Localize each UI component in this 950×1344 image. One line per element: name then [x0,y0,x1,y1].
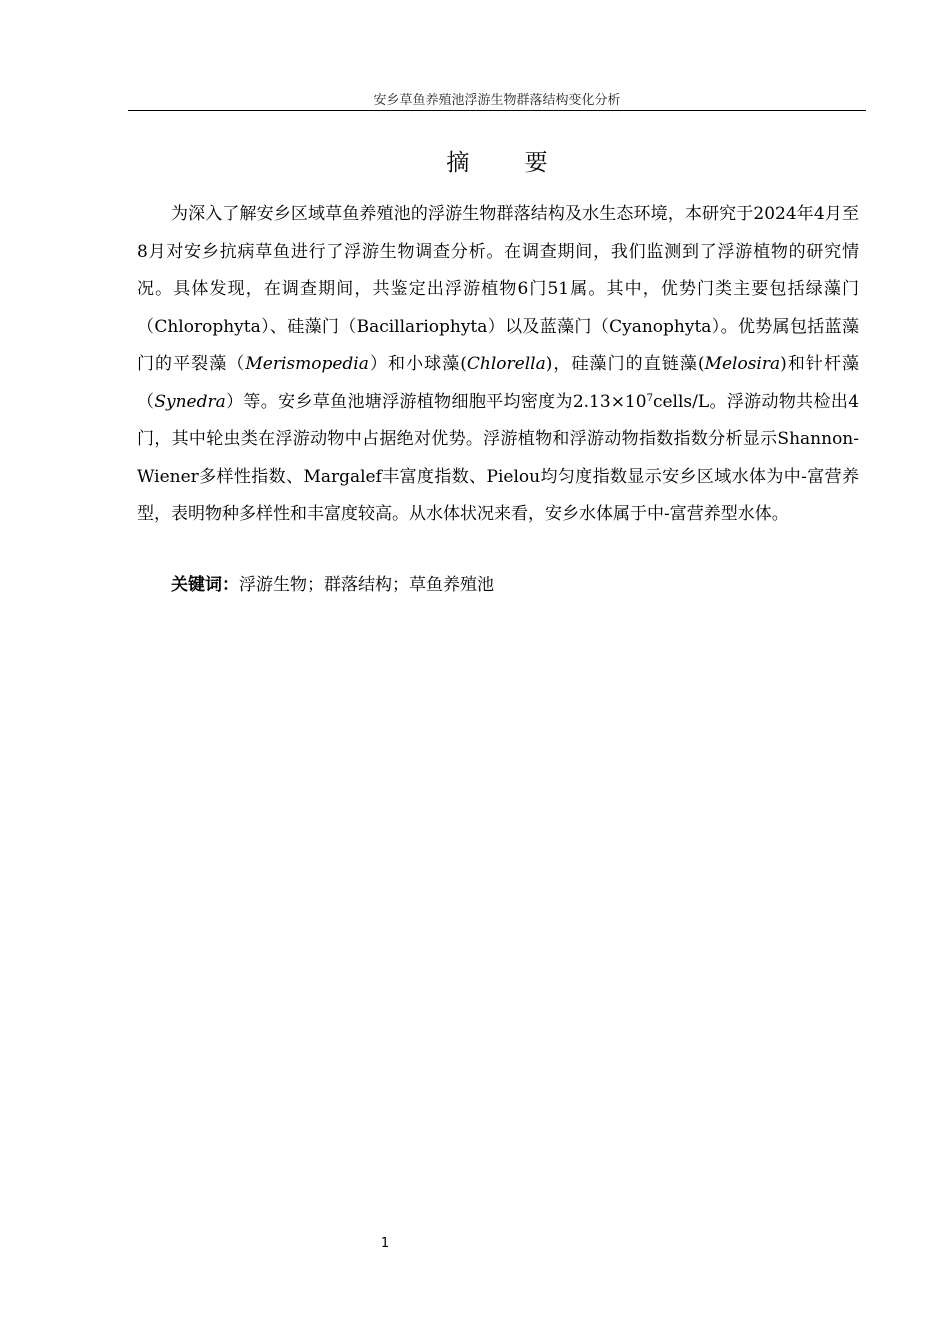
keywords-text: 浮游生物；群落结构；草鱼养殖池 [239,575,494,595]
keywords-line [137,567,859,605]
keywords-label: 关键词： [171,575,239,595]
running-header: 安乡草鱼养殖池浮游生物群落结构变化分析 [373,93,621,108]
genus-merismopedia: Merismopedia [245,354,369,374]
abstract-text-3: )，硅藻门的直链藻( [545,354,705,374]
genus-melosira: Melosira [704,354,781,374]
abstract-text-4: )和针杆藻（ [137,354,860,412]
genus-chlorella: Chlorella [466,354,546,374]
abstract-text-6: cells/L。浮游动物共检出4门，其中轮虫类在浮游动物中占据绝对优势。浮游植物和浮游动物指数指数分析显示Shannon-Wiener多样性指数、Margalef丰富度指数、Pielou均匀度指数显示安乡区域水体为中-富营养型，表明物种多样性和丰富度较高。从水体状况来看，安乡水体属于中-富营养型水体。 [137,391,860,524]
density-exponent: 7 [646,392,653,404]
abstract-text-1: 为深入了解安乡区域草鱼养殖池的浮游生物群落结构及水生态环境，本研究于2024年4月至8月对安乡抗病草鱼进行了浮游生物调查分析。在调查期间，我们监测到了浮游植物的研究情况。具体发现，在调查期间，共鉴定出浮游植物6门51属。其中，优势门类主要包括绿藻门（Chlorophyta）、硅藻门（Bacillariophyta）以及蓝藻门（Cyanophyta）。优势属包括蓝藻门的平裂藻（ [137,204,859,374]
abstract-title: 摘 要 [446,150,572,176]
genus-synedra: Synedra [154,391,226,412]
page-number: 1 [380,1236,390,1251]
abstract-paragraph [137,196,859,534]
abstract-body [137,196,859,534]
header-divider [128,110,866,111]
abstract-text-5: ）等。安乡草鱼池塘浮游植物细胞平均密度为2.13×10 [225,391,647,412]
abstract-text-2: ）和小球藻( [368,354,467,374]
